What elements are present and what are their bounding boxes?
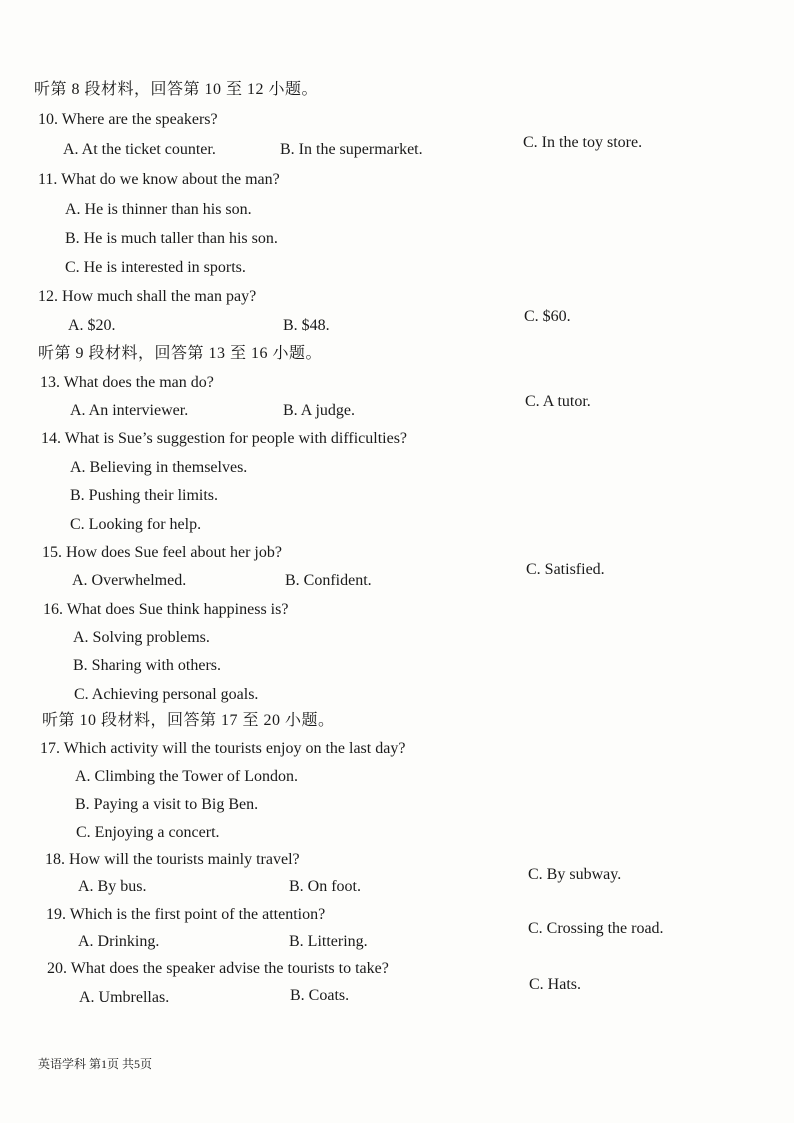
q18-option-b: B. On foot. bbox=[289, 878, 361, 895]
q15-option-a: A. Overwhelmed. bbox=[72, 572, 187, 589]
q20-option-c: C. Hats. bbox=[529, 976, 581, 993]
section-header: 听第 9 段材料，回答第 13 至 16 小题。 bbox=[38, 345, 323, 362]
q13-option-b: B. A judge. bbox=[283, 402, 356, 419]
q11-option-b: B. He is much taller than his son. bbox=[65, 230, 278, 247]
q20-option-a: A. Umbrellas. bbox=[79, 989, 170, 1006]
question-15: 15. How does Sue feel about her job? bbox=[42, 544, 282, 561]
question-19: 19. Which is the first point of the attention? bbox=[46, 906, 326, 923]
q14-option-b: B. Pushing their limits. bbox=[70, 487, 219, 504]
q18-option-a: A. By bus. bbox=[78, 878, 147, 895]
q15-option-b: B. Confident. bbox=[285, 572, 372, 589]
section-header: 听第 8 段材料，回答第 10 至 12 小题。 bbox=[34, 81, 319, 98]
question-14: 14. What is Sue’s suggestion for people with difficulties? bbox=[41, 430, 408, 447]
question-16: 16. What does Sue think happiness is? bbox=[43, 601, 289, 618]
q14-option-c: C. Looking for help. bbox=[70, 516, 202, 533]
page-footer: 英语学科 第1页 共5页 bbox=[38, 1057, 153, 1071]
q10-option-b: B. In the supermarket. bbox=[280, 141, 423, 158]
question-11: 11. What do we know about the man? bbox=[38, 171, 280, 188]
q13-option-c: C. A tutor. bbox=[525, 393, 591, 410]
q10-option-c: C. In the toy store. bbox=[523, 134, 643, 151]
q20-option-b: B. Coats. bbox=[290, 987, 350, 1004]
q19-option-a: A. Drinking. bbox=[78, 933, 160, 950]
q14-option-a: A. Believing in themselves. bbox=[70, 459, 248, 476]
q17-option-a: A. Climbing the Tower of London. bbox=[75, 768, 299, 785]
q19-option-c: C. Crossing the road. bbox=[528, 920, 664, 937]
q16-option-a: A. Solving problems. bbox=[73, 629, 210, 646]
q17-option-c: C. Enjoying a concert. bbox=[76, 824, 220, 841]
q12-option-c: C. $60. bbox=[524, 308, 571, 325]
question-20: 20. What does the speaker advise the tourists to take? bbox=[47, 960, 389, 977]
q11-option-c: C. He is interested in sports. bbox=[65, 259, 246, 276]
q13-option-a: A. An interviewer. bbox=[70, 402, 189, 419]
q10-option-a: A. At the ticket counter. bbox=[63, 141, 216, 158]
q16-option-c: C. Achieving personal goals. bbox=[74, 686, 259, 703]
question-12: 12. How much shall the man pay? bbox=[38, 288, 257, 305]
question-13: 13. What does the man do? bbox=[40, 374, 214, 391]
q15-option-c: C. Satisfied. bbox=[526, 561, 605, 578]
q16-option-b: B. Sharing with others. bbox=[73, 657, 221, 674]
question-18: 18. How will the tourists mainly travel? bbox=[45, 851, 300, 868]
q12-option-a: A. $20. bbox=[68, 317, 116, 334]
question-10: 10. Where are the speakers? bbox=[38, 111, 218, 128]
section-header: 听第 10 段材料，回答第 17 至 20 小题。 bbox=[42, 712, 335, 729]
q11-option-a: A. He is thinner than his son. bbox=[65, 201, 252, 218]
q19-option-b: B. Littering. bbox=[289, 933, 368, 950]
q17-option-b: B. Paying a visit to Big Ben. bbox=[75, 796, 259, 813]
q12-option-b: B. $48. bbox=[283, 317, 330, 334]
q18-option-c: C. By subway. bbox=[528, 866, 622, 883]
question-17: 17. Which activity will the tourists enjoy on the last day? bbox=[40, 740, 406, 757]
